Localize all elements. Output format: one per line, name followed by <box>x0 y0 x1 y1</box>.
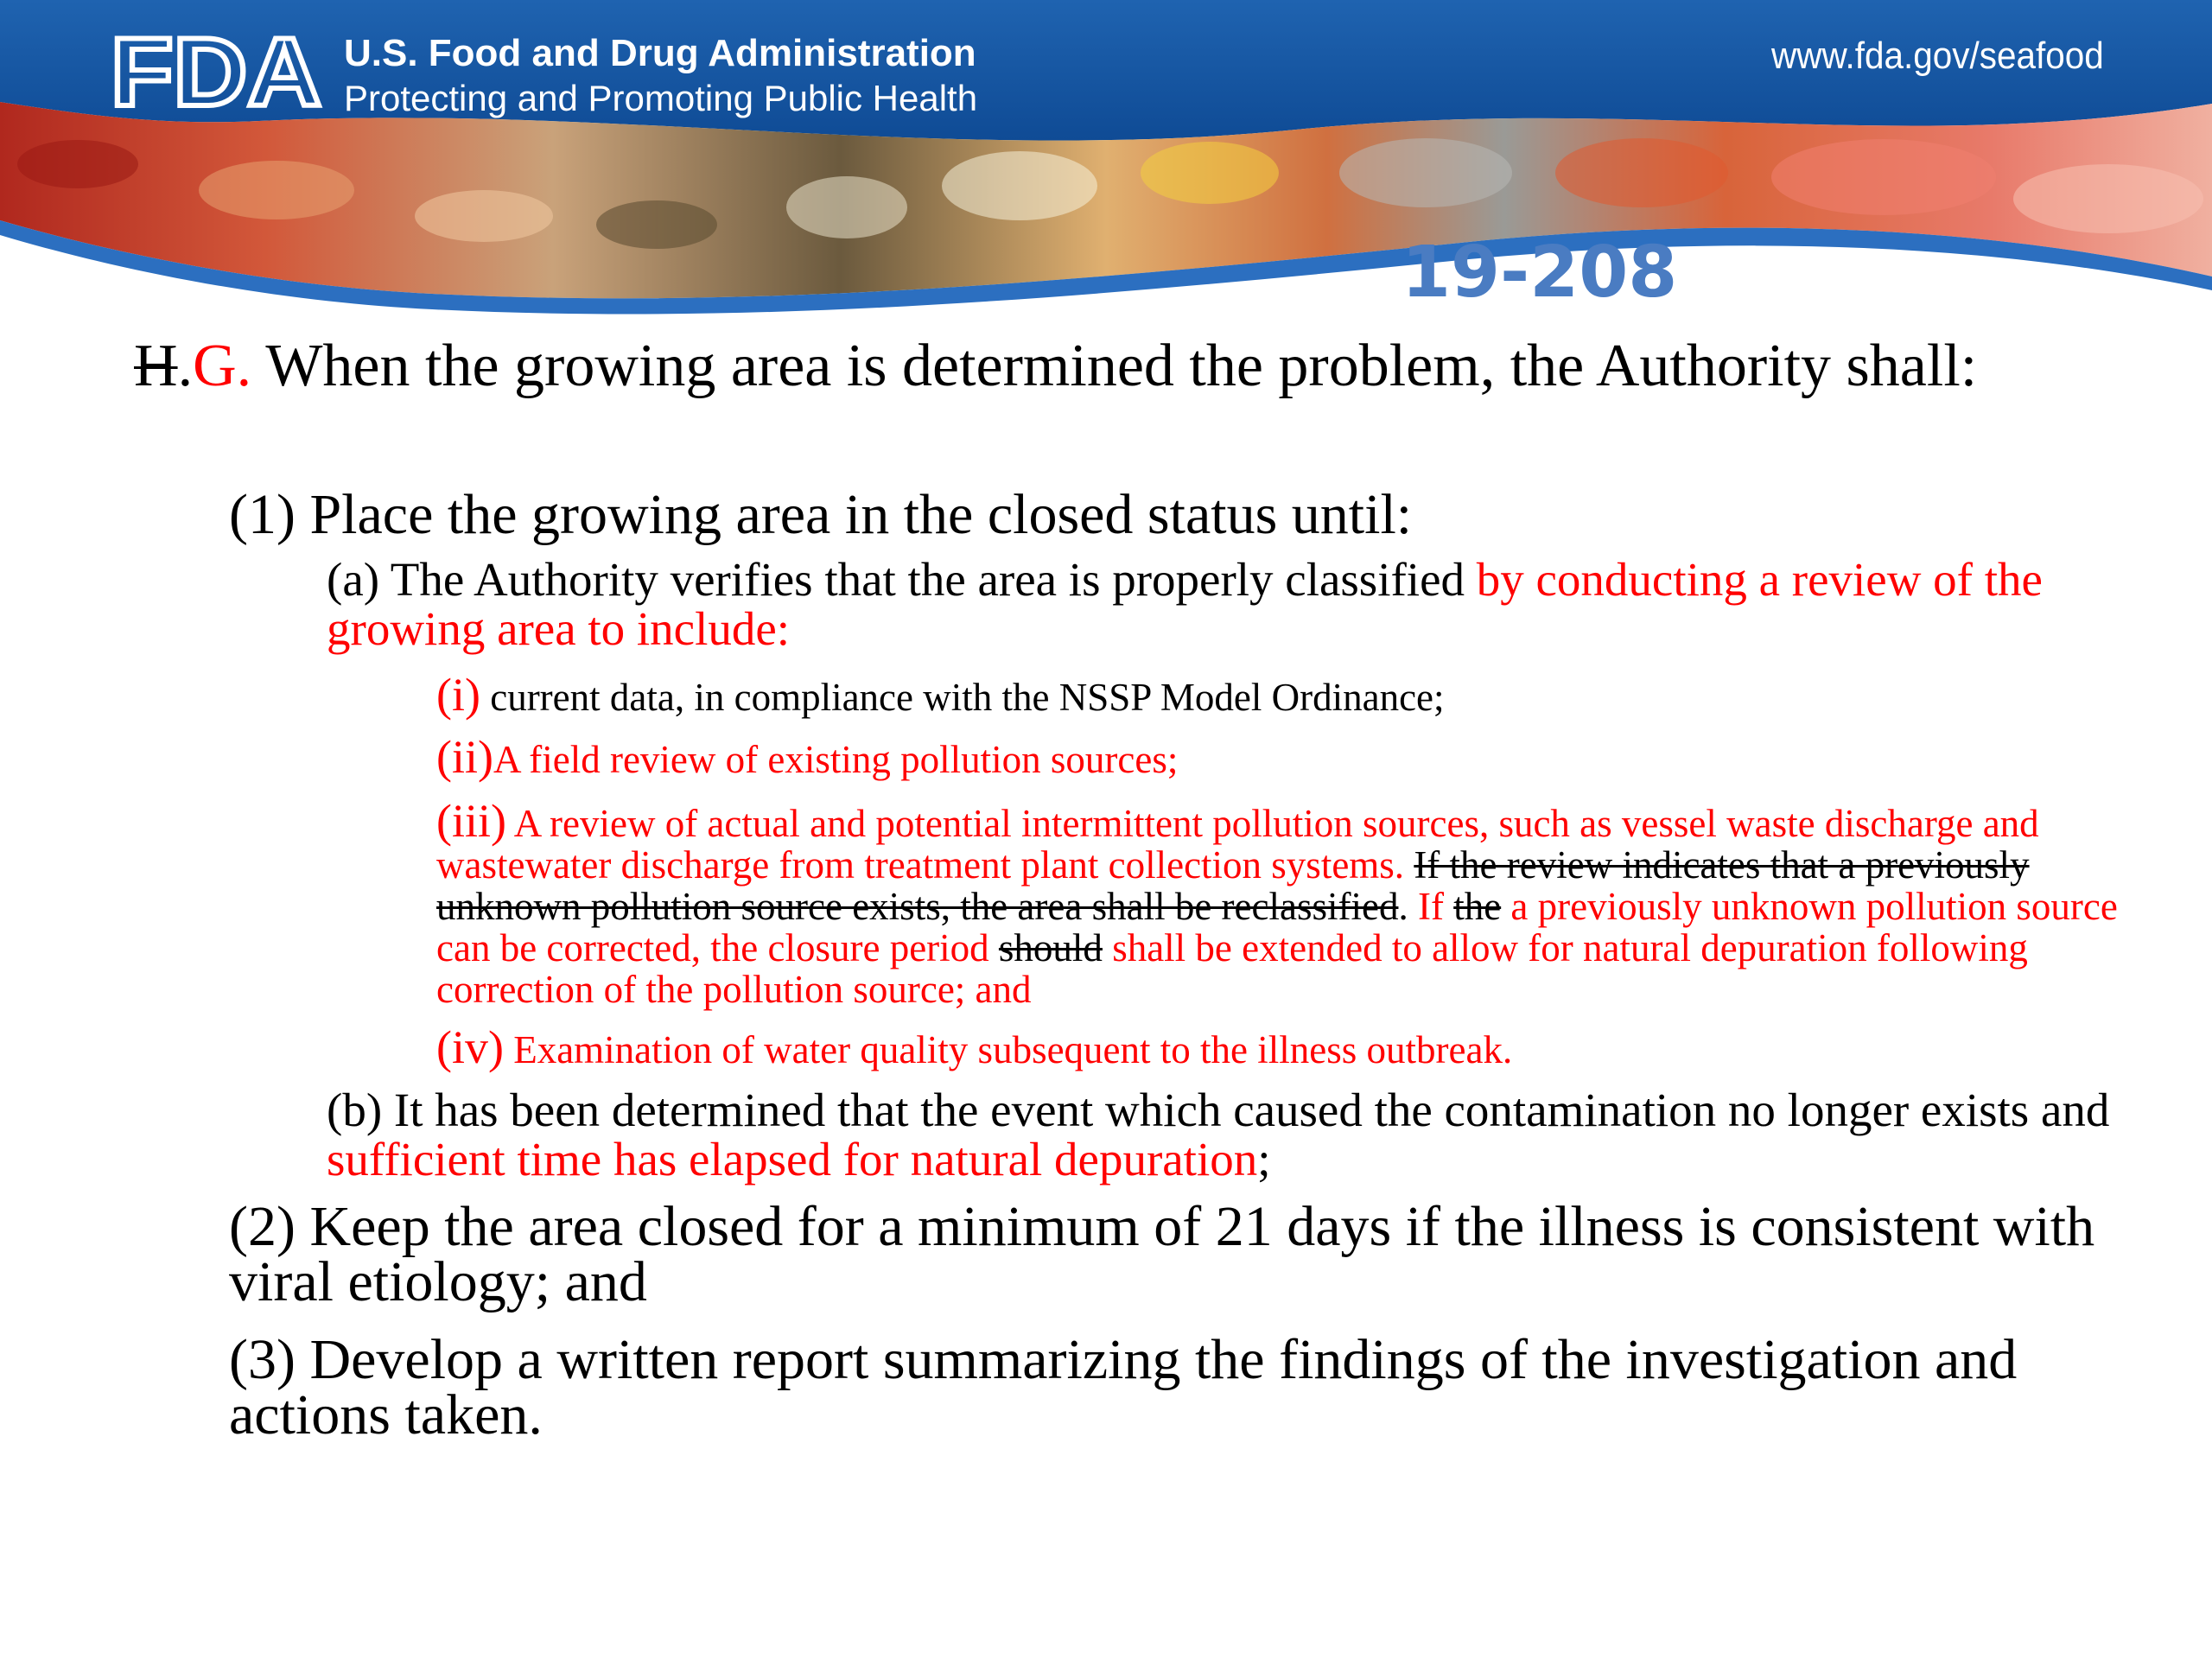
item-1a-ii-label: (ii) <box>436 731 493 783</box>
item-2: (2) Keep the area closed for a minimum of 21 days if the illness is consistent with viral etiology; and <box>229 1195 2095 1313</box>
item-1a-i-text: current data, in compliance with the NSSP Model Ordinance; <box>480 676 1445 719</box>
item-1a-iii-text2: a previously unknown pollution source can be corrected, the closure period <box>436 885 2118 969</box>
item-1a-iii-text: A review of actual and potential intermittent pollution sources, such as vessel waste discharge and wastewater discharge from treatment plant collection systems. <box>436 802 2039 887</box>
item-1a-text: (a) The Authority verifies that the area is properly classified <box>327 553 1477 606</box>
item-1a-added: by conducting a review of the growing area to include: <box>327 553 2043 655</box>
site-url: www.fda.gov/seafood <box>1771 35 2104 77</box>
item-3: (3) Develop a written report summarizing the findings of the investigation and actions taken. <box>229 1328 2018 1446</box>
fda-logo-text: FDA <box>111 29 321 112</box>
letter-separator: . <box>177 333 194 399</box>
new-letter: G. <box>193 333 252 399</box>
item-1a-i-label: (i) <box>436 669 480 721</box>
item-1a-iii-text3: shall be extended to allow for natural depuration following correction of the pollution source; and <box>436 926 2028 1011</box>
item-1a-i <box>436 669 2130 721</box>
section-intro: When the growing area is determined the problem, the Authority shall: <box>251 333 1978 399</box>
section-heading <box>134 335 2113 397</box>
item-1b <box>327 1085 2133 1184</box>
item-1a-iii-struck: If the review indicates that a previously unknown pollution source exists, the area shall be reclassified <box>436 843 2030 928</box>
item-1b-text: (b) It has been determined that the event which caused the contamination no longer exists and <box>327 1084 2110 1136</box>
org-title: U.S. Food and Drug Administration <box>344 32 976 74</box>
item-1a-iii-if: If <box>1417 885 1444 928</box>
item-1b-end: ; <box>1257 1133 1271 1185</box>
item-1a-iii-sep: . <box>1398 885 1418 928</box>
item-1a-iii-struck3: should <box>998 926 1103 969</box>
item-1a-iii-struck2: the <box>1453 885 1502 928</box>
item-1b-added: sufficient time has elapsed for natural depuration <box>327 1133 1258 1185</box>
item-1a-iv-text: Examination of water quality subsequent to the illness outbreak. <box>503 1028 1513 1071</box>
slide-number: 19-208 <box>1402 232 1678 314</box>
item-1a-iii <box>436 795 2130 1011</box>
org-tagline: Protecting and Promoting Public Health <box>344 78 978 118</box>
item-1a-iii-label: (iii) <box>436 795 506 847</box>
item-1a <box>327 555 2133 653</box>
deleted-letter: H <box>134 333 178 399</box>
item-1: (1) Place the growing area in the closed status until: <box>229 483 1413 546</box>
item-1a-ii-text: A field review of existing pollution sources; <box>493 738 1179 781</box>
item-1a-iv <box>436 1021 2130 1073</box>
item-1a-ii <box>436 731 2130 783</box>
item-1a-iv-label: (iv) <box>436 1021 504 1073</box>
